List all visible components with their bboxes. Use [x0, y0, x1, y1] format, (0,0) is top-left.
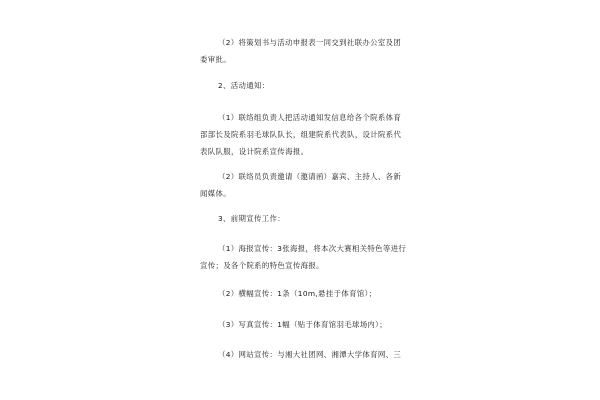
text-line: 宣传；及各个院系的特色宣传海报。 — [200, 261, 324, 270]
paragraph-photo-promotion — [200, 316, 410, 333]
paragraph-poster-promotion — [200, 240, 410, 274]
paragraph-submit-plan — [200, 34, 410, 68]
text-line: （2）联络员负责邀请（邀请函）嘉宾、主持人、各新 — [218, 172, 402, 181]
text-line: 委审批。 — [200, 55, 231, 64]
paragraph-web-promotion — [200, 346, 410, 363]
paragraph-invite-guests — [200, 168, 410, 202]
heading-promotion-work — [200, 210, 410, 227]
text-line: （1）联络组负责人把活动通知发信息给各个院系体育 — [218, 113, 402, 122]
text-line: 部部长及院系羽毛球队队长，组建院系代表队，设计院系代 — [200, 130, 402, 139]
text-line: （2）横幅宣传：1条（10m,悬挂于体育馆）； — [218, 289, 377, 298]
text-line: （4）网站宣传：与湘大社团网、湘潭大学体育网、三 — [218, 350, 402, 359]
text-line: 2、活动通知： — [218, 81, 270, 90]
paragraph-banner-promotion — [200, 285, 410, 302]
text-line: 3、前期宣传工作： — [218, 214, 285, 223]
heading-activity-notice — [200, 77, 410, 94]
text-line: （3）写真宣传：1幅（贴于体育馆羽毛球场内）； — [218, 320, 387, 329]
text-line: 表队队服，设计院系宣传海报。 — [200, 147, 309, 156]
text-line: （1）海报宣传：3张海报，将本次大赛相关特色等进行 — [218, 244, 407, 253]
text-line: （2）将策划书与活动申报表一同交到社联办公室及团 — [218, 38, 402, 47]
paragraph-liaison-notice — [200, 109, 410, 160]
text-line: 闻媒体。 — [200, 189, 231, 198]
